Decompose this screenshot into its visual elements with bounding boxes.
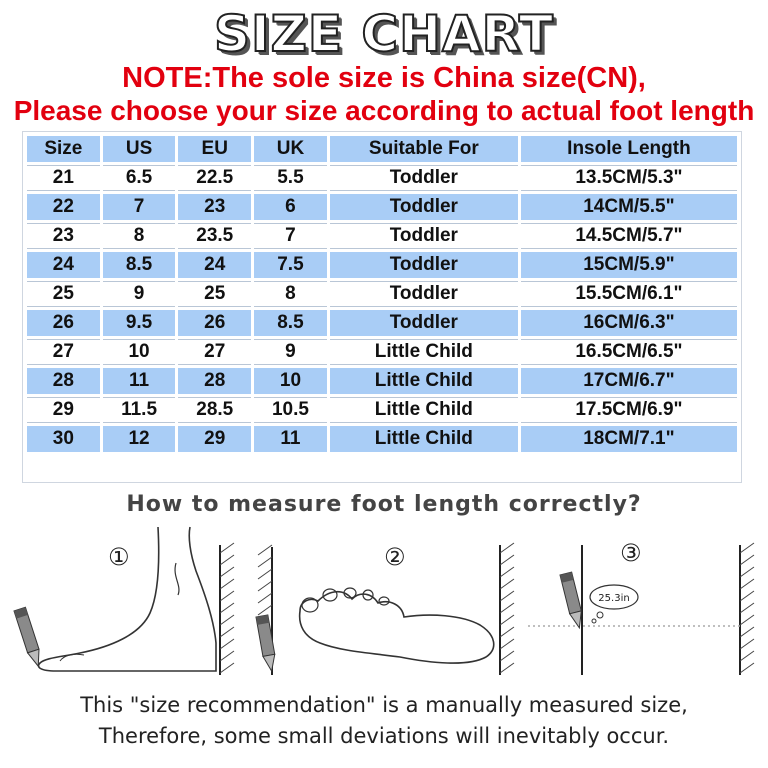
table-header-row xyxy=(26,135,739,164)
cell-uk: 8 xyxy=(253,280,329,309)
footer-line-2: Therefore, some small deviations will inevitably occur. xyxy=(98,724,670,748)
cell-size: 27 xyxy=(26,338,102,367)
table-row xyxy=(26,367,739,396)
cell-size: 25 xyxy=(26,280,102,309)
cell-size: 24 xyxy=(26,251,102,280)
step-3-marker: ③ xyxy=(620,539,642,567)
cell-suitable-for: Little Child xyxy=(328,367,519,396)
cell-suitable-for: Toddler xyxy=(328,251,519,280)
table-row xyxy=(26,222,739,251)
cell-size: 23 xyxy=(26,222,102,251)
header-uk: UK xyxy=(253,135,329,164)
cell-suitable-for: Little Child xyxy=(328,425,519,454)
cell-insole-length: 14CM/5.5" xyxy=(519,193,738,222)
cell-eu: 24 xyxy=(177,251,253,280)
cell-insole-length: 17CM/6.7" xyxy=(519,367,738,396)
step-2-marker: ② xyxy=(384,543,406,571)
cell-insole-length: 14.5CM/5.7" xyxy=(519,222,738,251)
cell-uk: 11 xyxy=(253,425,329,454)
table-row xyxy=(26,396,739,425)
cell-size: 28 xyxy=(26,367,102,396)
cell-uk: 7 xyxy=(253,222,329,251)
bubble-text: 25.3in xyxy=(598,593,630,604)
pencil-icon xyxy=(256,615,278,672)
howto-title: How to measure foot length correctly? xyxy=(126,492,642,517)
cell-eu: 29 xyxy=(177,425,253,454)
cell-eu: 25 xyxy=(177,280,253,309)
cell-uk: 10 xyxy=(253,367,329,396)
header-suitable-for: Suitable For xyxy=(328,135,519,164)
cell-us: 6.5 xyxy=(101,164,177,193)
table-row xyxy=(26,251,739,280)
cell-size: 26 xyxy=(26,309,102,338)
table-row xyxy=(26,338,739,367)
cell-us: 8.5 xyxy=(101,251,177,280)
cell-insole-length: 16.5CM/6.5" xyxy=(519,338,738,367)
header-insole-length: Insole Length xyxy=(519,135,738,164)
header-eu: EU xyxy=(177,135,253,164)
cell-eu: 28.5 xyxy=(177,396,253,425)
header-us: US xyxy=(101,135,177,164)
cell-us: 10 xyxy=(101,338,177,367)
cell-uk: 6 xyxy=(253,193,329,222)
cell-us: 9.5 xyxy=(101,309,177,338)
step-3-panel xyxy=(528,539,754,675)
cell-size: 21 xyxy=(26,164,102,193)
cell-suitable-for: Toddler xyxy=(328,280,519,309)
header-size: Size xyxy=(26,135,102,164)
cell-insole-length: 15CM/5.9" xyxy=(519,251,738,280)
cell-insole-length: 13.5CM/5.3" xyxy=(519,164,738,193)
foot-sole-icon xyxy=(300,592,494,663)
cell-suitable-for: Little Child xyxy=(328,396,519,425)
measure-illustration xyxy=(0,525,768,685)
table-row xyxy=(26,280,739,309)
table-row xyxy=(26,309,739,338)
cell-uk: 5.5 xyxy=(253,164,329,193)
cell-eu: 23 xyxy=(177,193,253,222)
cell-size: 30 xyxy=(26,425,102,454)
cell-suitable-for: Little Child xyxy=(328,338,519,367)
cell-insole-length: 15.5CM/6.1" xyxy=(519,280,738,309)
cell-uk: 7.5 xyxy=(253,251,329,280)
cell-us: 11 xyxy=(101,367,177,396)
note-line-1: NOTE:The sole size is China size(CN), xyxy=(122,62,646,94)
cell-us: 11.5 xyxy=(101,396,177,425)
cell-uk: 8.5 xyxy=(253,309,329,338)
pencil-icon xyxy=(14,607,44,668)
table-row xyxy=(26,425,739,454)
table-row xyxy=(26,193,739,222)
cell-eu: 28 xyxy=(177,367,253,396)
cell-suitable-for: Toddler xyxy=(328,164,519,193)
cell-eu: 22.5 xyxy=(177,164,253,193)
cell-suitable-for: Toddler xyxy=(328,222,519,251)
page-title: SIZE CHART xyxy=(213,5,555,63)
cell-us: 8 xyxy=(101,222,177,251)
step-1-marker: ① xyxy=(108,543,130,571)
cell-eu: 23.5 xyxy=(177,222,253,251)
cell-suitable-for: Toddler xyxy=(328,309,519,338)
cell-insole-length: 17.5CM/6.9" xyxy=(519,396,738,425)
cell-us: 7 xyxy=(101,193,177,222)
cell-uk: 10.5 xyxy=(253,396,329,425)
cell-insole-length: 18CM/7.1" xyxy=(519,425,738,454)
step-2-panel xyxy=(256,543,514,675)
thought-bubble-icon xyxy=(590,585,638,623)
step-1-panel xyxy=(14,527,234,675)
size-table xyxy=(24,133,740,455)
cell-size: 29 xyxy=(26,396,102,425)
note-line-2: Please choose your size according to actual foot length xyxy=(13,95,755,126)
cell-us: 12 xyxy=(101,425,177,454)
cell-eu: 26 xyxy=(177,309,253,338)
table-row xyxy=(26,164,739,193)
cell-suitable-for: Toddler xyxy=(328,193,519,222)
cell-insole-length: 16CM/6.3" xyxy=(519,309,738,338)
cell-size: 22 xyxy=(26,193,102,222)
footer-line-1: This "size recommendation" is a manually measured size, xyxy=(80,693,688,717)
cell-eu: 27 xyxy=(177,338,253,367)
cell-uk: 9 xyxy=(253,338,329,367)
cell-us: 9 xyxy=(101,280,177,309)
